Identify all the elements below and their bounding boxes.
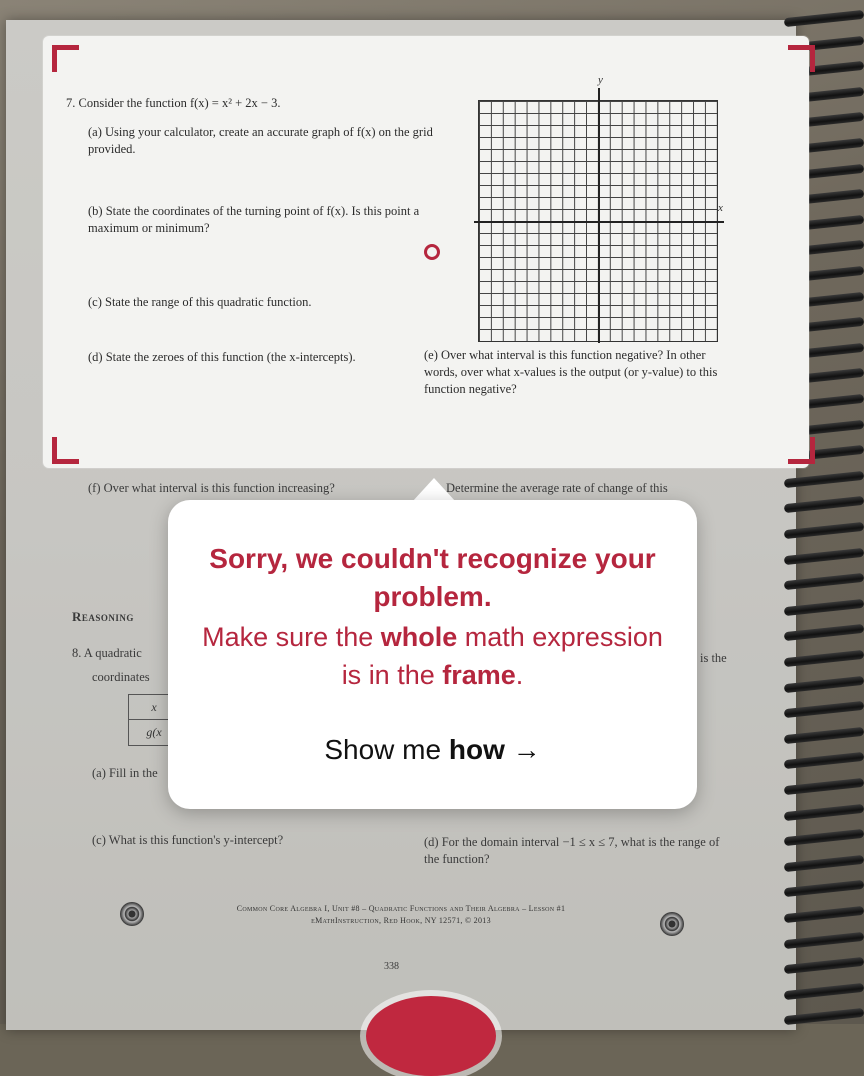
- question-7d: (d) State the zeroes of this function (the x-intercepts).: [88, 350, 356, 364]
- spiral-ring: [784, 855, 864, 872]
- question-7a: (a) Using your calculator, create an accurate graph of f(x) on the grid provided.: [88, 125, 433, 156]
- spiral-ring: [784, 471, 864, 488]
- frame-corner-bottom-right[interactable]: [788, 437, 815, 464]
- frame-corner-top-right[interactable]: [788, 45, 815, 72]
- question-7c: (c) State the range of this quadratic function.: [88, 295, 312, 309]
- x-axis-label: x: [718, 202, 723, 214]
- page-footer: [176, 904, 626, 925]
- recognition-error-popup: [168, 500, 697, 809]
- popup-pointer: [412, 478, 456, 502]
- ornament-icon: [120, 902, 144, 926]
- spiral-ring: [784, 803, 864, 820]
- question-8d: (d) For the domain interval −1 ≤ x ≤ 7, what is the range of the function?: [424, 835, 720, 866]
- spiral-ring: [784, 650, 864, 667]
- footer-line-2: eMathInstruction, Red Hook, NY 12571, © 2013: [311, 916, 491, 925]
- spiral-ring: [784, 727, 864, 744]
- question-7g: Determine the average rate of change of this: [446, 481, 668, 495]
- question-7-stem: 7. Consider the function f(x) = x² + 2x − 3.: [66, 96, 281, 110]
- popup-title: Sorry, we couldn't recognize your problem.: [209, 543, 656, 612]
- question-8a: (a) Fill in the: [92, 766, 158, 780]
- table-x-header: x: [129, 695, 179, 720]
- x-axis: [474, 221, 724, 223]
- frame-corner-top-left: [52, 45, 79, 72]
- question-8-tail: is the: [700, 651, 727, 665]
- spiral-ring: [784, 931, 864, 948]
- question-7f: (f) Over what interval is this function increasing?: [88, 481, 335, 495]
- y-axis: [598, 88, 600, 343]
- question-7b: (b) State the coordinates of the turning point of f(x). Is this point a maximum or minimum?: [88, 204, 420, 235]
- show-me-how-link[interactable]: Show me how →: [324, 734, 541, 765]
- spiral-ring: [784, 829, 864, 846]
- spiral-ring: [784, 1008, 864, 1025]
- spiral-ring: [784, 10, 864, 27]
- spiral-ring: [784, 880, 864, 897]
- spiral-ring: [784, 778, 864, 795]
- page-number: 338: [384, 961, 399, 972]
- spiral-ring: [784, 675, 864, 692]
- frame-corner-bottom-left: [52, 437, 79, 464]
- shutter-button[interactable]: [366, 996, 496, 1076]
- focus-point-icon: [424, 244, 440, 260]
- spiral-ring: [784, 957, 864, 974]
- reasoning-heading: Reasoning: [72, 609, 134, 624]
- spiral-ring: [784, 906, 864, 923]
- question-7e: (e) Over what interval is this function negative? In other words, over what x-values is the output (or y-value) to this function negative?: [424, 348, 718, 396]
- spiral-ring: [784, 496, 864, 513]
- popup-message: Make sure the whole math expression is in the frame.: [202, 622, 663, 690]
- arrow-right-icon: →: [512, 734, 541, 765]
- spiral-ring: [784, 983, 864, 1000]
- spiral-ring: [784, 599, 864, 616]
- y-axis-label: y: [598, 74, 603, 86]
- table-g-header: g(x: [146, 725, 162, 739]
- spiral-ring: [784, 701, 864, 718]
- ornament-icon: [660, 912, 684, 936]
- spiral-ring: [784, 573, 864, 590]
- spiral-ring: [784, 624, 864, 641]
- footer-line-1: Common Core Algebra I, Unit #8 – Quadratic Functions and Their Algebra – Lesson #1: [236, 904, 566, 913]
- question-8c: (c) What is this function's y-intercept?: [92, 833, 284, 847]
- spiral-ring: [784, 522, 864, 539]
- question-8-start: 8. A quadratic: [72, 646, 142, 660]
- spiral-ring: [784, 547, 864, 564]
- question-8-coordinates: coordinates: [92, 670, 150, 684]
- spiral-ring: [784, 752, 864, 769]
